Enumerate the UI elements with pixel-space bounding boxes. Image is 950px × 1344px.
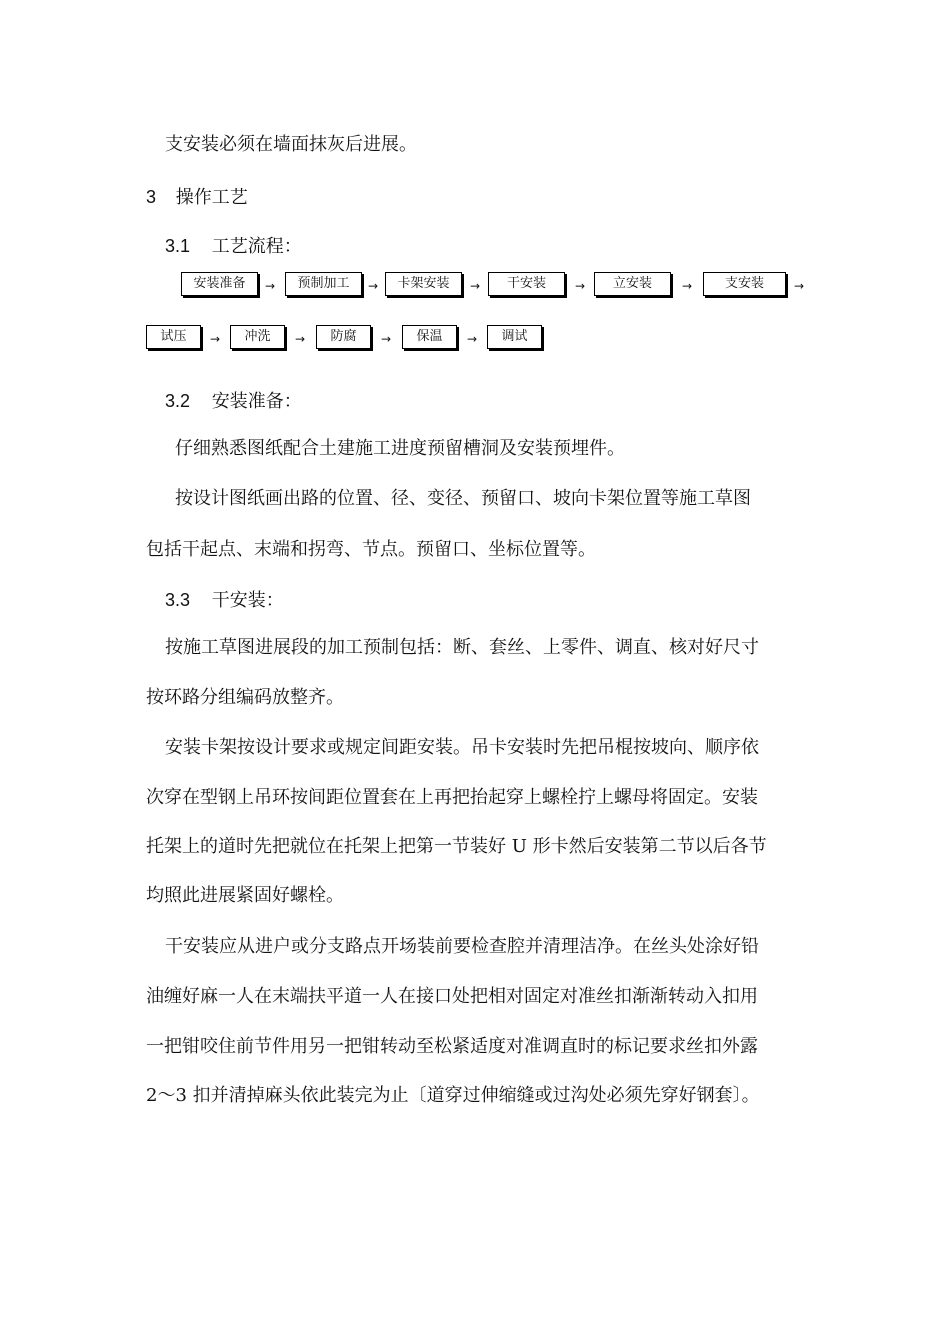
section-number: 3 [146,187,157,207]
section-title: 工艺流程： [211,236,302,257]
flow-arrow-icon: → [295,332,306,346]
paragraph: 均照此进展紧固好螺栓。 [146,885,344,906]
paragraph: 托架上的道时先把就位在托架上把第一节装好 U 形卡然后安装第二节以后各节 [146,836,767,857]
paragraph: 按施工草图进展段的加工预制包括：断、套丝、上零件、调直、核对好尺寸 [165,637,759,658]
section-3-1-heading [165,234,302,259]
flow-arrow-icon: → [575,279,586,293]
section-number: 3.1 [165,236,191,256]
flow-step: 干安装 [488,272,565,296]
section-3-3-heading [165,588,284,613]
flow-arrow-icon: → [470,279,481,293]
flow-step: 安装准备 [181,272,258,296]
section-title: 操作工艺 [175,187,248,208]
flow-step: 保温 [402,325,457,349]
paragraph: 包括干起点、末端和拐弯、节点。预留口、坐标位置等。 [146,539,596,560]
flow-arrow-icon: → [381,332,392,346]
section-3-2-heading [165,389,302,414]
flow-step: 试压 [146,325,201,349]
flow-step: 调试 [487,325,542,349]
paragraph: 油缠好麻一人在末端扶平道一人在接口处把相对固定对准丝扣渐渐转动入扣用 [146,986,758,1007]
section-title: 安装准备： [211,391,302,412]
flow-arrow-icon: → [682,279,693,293]
paragraph: 按环路分组编码放整齐。 [146,687,344,708]
paragraph: 按设计图纸画出路的位置、径、变径、预留口、坡向卡架位置等施工草图 [175,488,751,509]
flow-step: 支安装 [703,272,786,296]
section-number: 3.2 [165,391,191,411]
section-3-heading [146,185,248,210]
paragraph: 次穿在型钢上吊环按间距位置套在上再把抬起穿上螺栓拧上螺母将固定。安装 [146,787,758,808]
flow-step: 卡架安装 [385,272,462,296]
paragraph: 安装卡架按设计要求或规定间距安装。吊卡安装时先把吊棍按坡向、顺序依 [165,737,759,758]
paragraph: 2～3 扣并清掉麻头依此装完为止〔道穿过伸缩缝或过沟处必须先穿好钢套〕。 [146,1085,760,1106]
flow-step: 冲洗 [230,325,285,349]
paragraph: 一把钳咬住前节件用另一把钳转动至松紧适度对准调直时的标记要求丝扣外露 [146,1036,758,1057]
section-title: 干安装： [211,590,284,611]
paragraph: 干安装应从进户或分支路点开场装前要检查腔并清理洁净。在丝头处涂好铅 [165,936,759,957]
flow-arrow-icon: → [794,279,805,293]
flow-arrow-icon: → [368,279,379,293]
flow-step: 防腐 [316,325,371,349]
flow-step: 立安装 [594,272,671,296]
paragraph-intro: 支安装必须在墙面抹灰后进展。 [165,134,417,155]
flow-arrow-icon: → [210,332,221,346]
section-number: 3.3 [165,590,191,610]
flow-arrow-icon: → [265,279,276,293]
flow-step: 预制加工 [285,272,362,296]
flow-arrow-icon: → [467,332,478,346]
paragraph: 仔细熟悉图纸配合土建施工进度预留槽洞及安装预埋件。 [175,438,625,459]
